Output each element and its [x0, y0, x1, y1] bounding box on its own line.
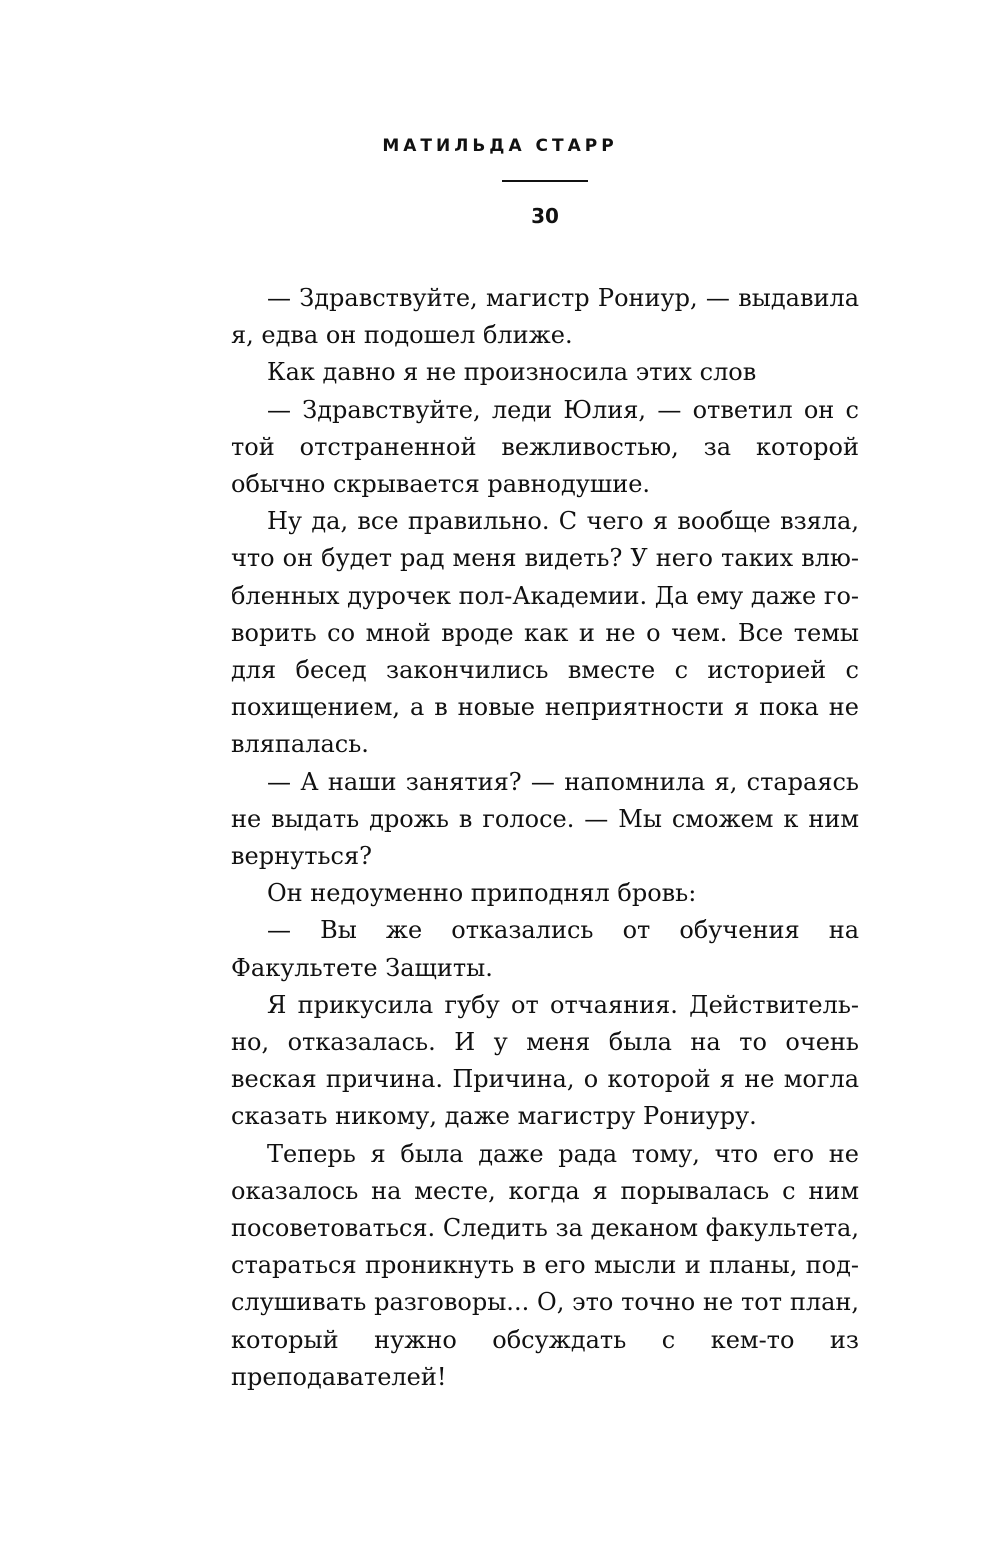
paragraph: Он недоуменно приподнял бровь:: [267, 879, 697, 908]
paragraph: — Здравствуйте, леди Юлия, — ответил он с той отстраненной вежливостью, за которой обычно скрывается равнодушие.: [231, 395, 859, 499]
running-title: МАТИЛЬДА СТАРР: [382, 136, 618, 156]
page-number: 30: [531, 204, 559, 228]
paragraph: Я прикусила губу от отчаяния. Действительно, отказалась. И у меня была на то очень веская причина. Причина, о которой я не могла сказать никому, даже магистру Рониуру.: [231, 990, 859, 1131]
paragraph: Теперь я была даже рада тому, что его не оказалось на месте, когда я порывалась с ним посоветоваться. Следить за деканом факультета, стараться проникнуть в его мысли и планы, подслушивать разговоры... О, это точно не тот план, который нужно обсуждать с кем-то из преподавателей!: [231, 1139, 859, 1391]
header-rule: [502, 180, 588, 182]
paragraph: Как давно я не произносила этих слов: [267, 358, 757, 387]
paragraph: — А наши занятия? — напомнила я, стараясь не выдать дрожь в голосе. — Мы сможем к ним вернуться?: [231, 767, 859, 871]
paragraph: — Здравствуйте, магистр Рониур, — выдавила я, едва он подошел ближе.: [231, 284, 859, 350]
paragraph: Ну да, все правильно. С чего я вообще взяла, что он будет рад меня видеть? У него таких влюбленных дурочек пол-Академии. Да ему даже говорить со мной вроде как и не о чем. Все темы для бесед закончились вместе с историей с похищением, а в новые неприятности я пока не вляпалась.: [231, 507, 859, 759]
body-text: [231, 280, 859, 1396]
paragraph: — Вы же отказались от обучения на Факультете Защиты.: [231, 916, 859, 982]
